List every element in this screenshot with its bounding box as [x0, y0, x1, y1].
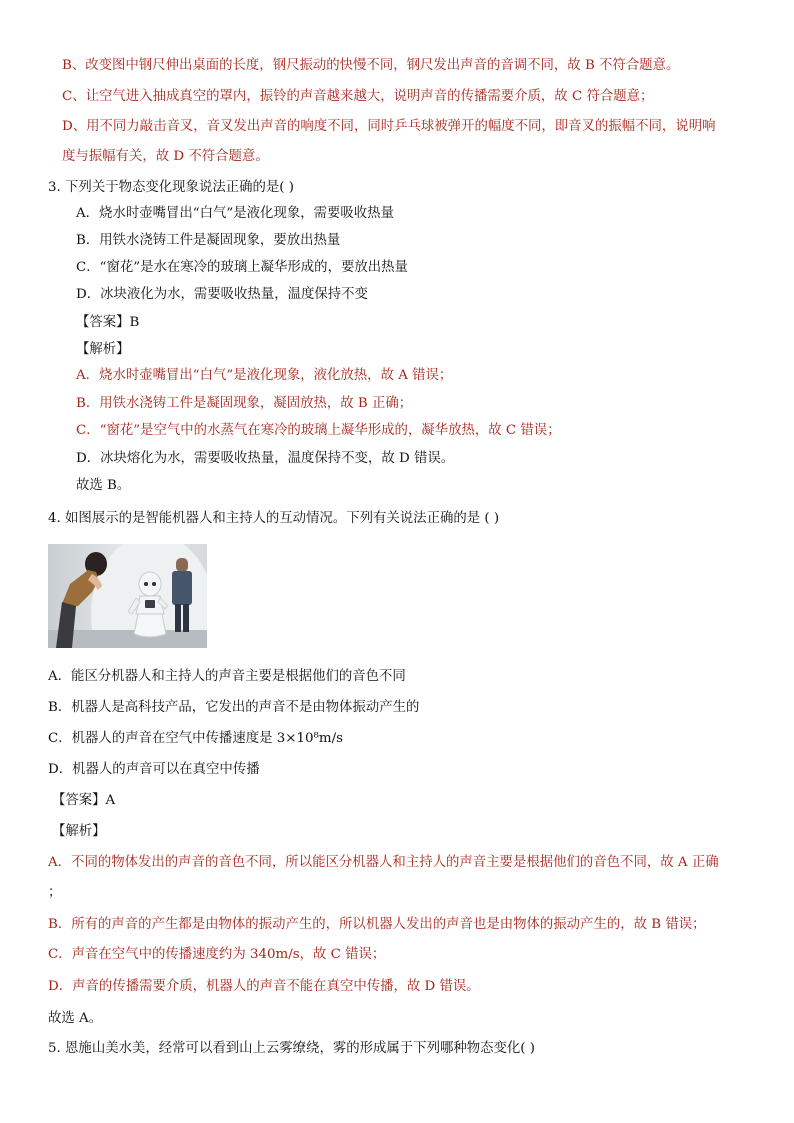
q3-analysis-d: D．冰块熔化为水，需要吸收热量，温度保持不变，故 D 错误。	[76, 451, 455, 466]
robot-interaction-photo	[48, 544, 207, 648]
q3-stem: 3. 下列关于物态变化现象说法正确的是( )	[48, 180, 294, 195]
q4-conclusion: 故选 A。	[48, 1011, 103, 1026]
q4-analysis-a-cont: ；	[48, 885, 62, 900]
q5-stem: 5. 恩施山美水美，经常可以看到山上云雾缭绕，雾的形成属于下列哪种物态变化( )	[48, 1041, 536, 1056]
q4-option-d: D．机器人的声音可以在真空中传播	[48, 762, 260, 777]
q4-analysis-c: C．声音在空气中的传播速度约为 340m/s，故 C 错误；	[48, 947, 386, 962]
q2-analysis-d-line1: D、用不同力敲击音叉，音叉发出声音的响度不同，同时乒乓球被弹开的幅度不同，即音叉的振幅不同，说明响	[62, 119, 716, 134]
q2-analysis-b: B、改变图中钢尺伸出桌面的长度，钢尺振动的快慢不同，钢尺发出声音的音调不同，故 B 不符合题意。	[62, 58, 680, 73]
q3-analysis-c: C．“窗花”是空气中的水蒸气在寒冷的玻璃上凝华形成的，凝华放热，故 C 错误；	[76, 423, 561, 438]
q4-analysis-title: 【解析】	[52, 824, 106, 839]
q4-answer: 【答案】A	[52, 793, 116, 808]
q3-analysis-b: B．用铁水浇铸工件是凝固现象，凝固放热，故 B 正确；	[76, 396, 413, 411]
q3-answer: 【答案】B	[76, 315, 140, 330]
q3-conclusion: 故选 B。	[76, 478, 131, 493]
q2-analysis-c: C、让空气进入抽成真空的罩内，振铃的声音越来越大，说明声音的传播需要介质，故 C 符合题意；	[62, 89, 654, 104]
q4-option-a: A．能区分机器人和主持人的声音主要是根据他们的音色不同	[48, 669, 406, 684]
q4-option-b: B．机器人是高科技产品，它发出的声音不是由物体振动产生的	[48, 700, 420, 715]
q3-analysis-a: A．烧水时壶嘴冒出“白气”是液化现象，液化放热，故 A 错误；	[76, 368, 453, 383]
q4-analysis-d: D．声音的传播需要介质，机器人的声音不能在真空中传播，故 D 错误。	[48, 979, 480, 994]
q4-stem: 4. 如图展示的是智能机器人和主持人的互动情况。下列有关说法正确的是 ( )	[48, 511, 500, 526]
q3-analysis-title: 【解析】	[76, 342, 130, 357]
q3-option-a: A．烧水时壶嘴冒出“白气”是液化现象，需要吸收热量	[76, 206, 394, 221]
q2-analysis-d-line2: 度与振幅有关，故 D 不符合题意。	[62, 149, 269, 164]
q3-option-d: D．冰块液化为水，需要吸收热量，温度保持不变	[76, 287, 368, 302]
q4-option-c: C．机器人的声音在空气中传播速度是 3×10⁸m/s	[48, 731, 343, 746]
q3-option-c: C．“窗花”是水在寒冷的玻璃上凝华形成的，要放出热量	[76, 260, 408, 275]
q4-analysis-a: A．不同的物体发出的声音的音色不同，所以能区分机器人和主持人的声音主要是根据他们的音色不同，故 A 正确	[48, 855, 719, 870]
q3-option-b: B．用铁水浇铸工件是凝固现象，要放出热量	[76, 233, 341, 248]
q4-analysis-b: B．所有的声音的产生都是由物体的振动产生的，所以机器人发出的声音也是由物体的振动产生的，故 B 错误；	[48, 917, 706, 932]
